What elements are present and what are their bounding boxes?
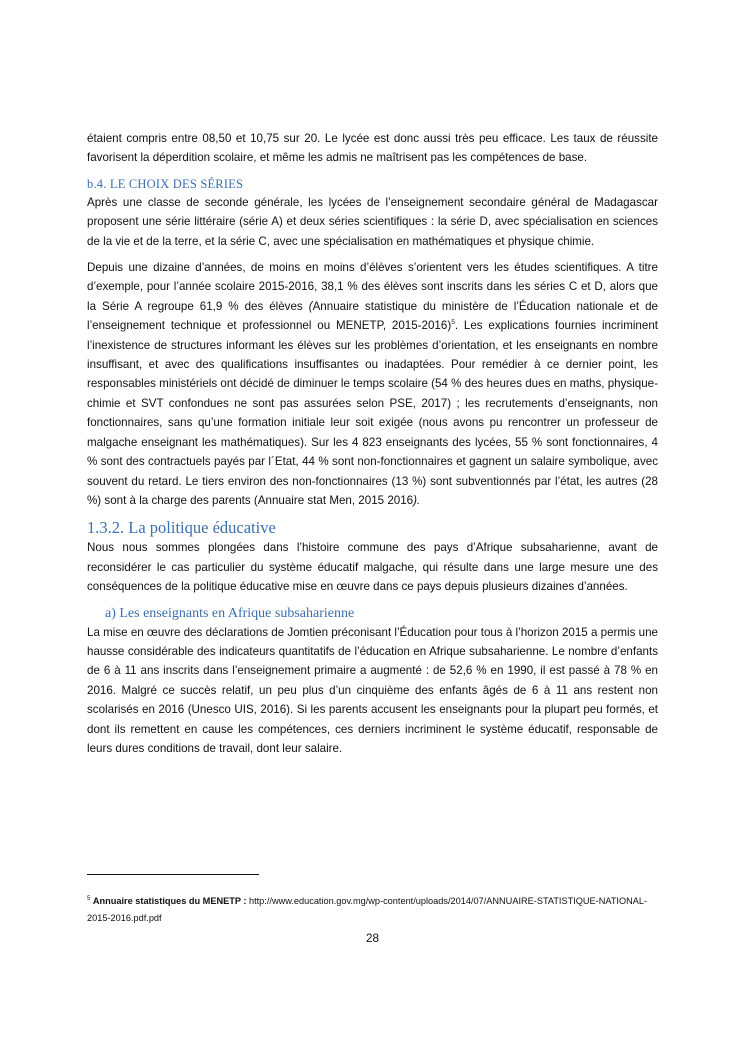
paragraph-politique: Nous nous sommes plongées dans l’histoire commune des pays d’Afrique subsaharienne, avant de reconsidérer le cas particulier du système éducatif malgache, qui résulte dans une large mesure une des conséquences de la politique éducative mise en œuvre dans ce pays depuis plusieurs dizaines d’années. — [87, 541, 658, 594]
footnote-reference[interactable]: 5 — [451, 319, 455, 327]
subsection-heading-a: a) Les enseignants en Afrique subsaharienne — [105, 605, 355, 621]
paragraph-enseignants: La mise en œuvre des déclarations de Jomtien préconisant l’Éducation pour tous à l’horizon 2015 a permis une hausse considérable des indicateurs quantitatifs de l’éducation en Afrique subsaharienne. Le nombre d’enfants de 6 à 11 ans inscrits dans l’enseignement primaire a augmenté : de 52,6 % en 1990, il est passé à 78 % en 2016. Malgré ce succès relatif, un peu plus d’un cinquième des enfants âgés de 6 à 11 ans restent non scolarisés en 2016 (Unesco UIS, 2016). Si les parents accusent les enseignants pour la plupart peu formés, et dont ils remettent en cause les compétences, ces derniers incriminent le système éducatif, responsable de leurs dures conditions de travail, dont leur salaire. — [87, 625, 658, 755]
orientation-text-1: Depuis une dizaine d’années, de moins en moins d’élèves s’orientent vers les études scientifiques. A titre d’exemple, pour l’année scolaire 2015-2016, 38,1 % des élèves sont inscrits dans les séries C et D, alors que la Série A regroupe 61,9 % des élèves — [87, 261, 658, 313]
orientation-source: Annuaire statistique du ministère de l’Éducation nationale et de l’enseignement technique et professionnel ou MENETP, 2015-2016) — [87, 299, 658, 333]
footnote — [87, 893, 658, 927]
footnote-number: 5 — [87, 895, 91, 902]
paragraph-series: Après une classe de seconde générale, les lycées de l’enseignement secondaire général de Madagascar proposent une série littéraire (série A) et deux séries scientifiques : la série D, avec spécialisation en sciences de la vie et de la terre, et la série C, avec une spécialisation en mathématiques et physique chimie. — [87, 195, 658, 248]
orientation-end: ). — [413, 493, 421, 507]
page-body — [87, 129, 658, 758]
page-number: 28 — [366, 932, 379, 945]
paragraph-orientation — [87, 258, 658, 510]
footnote-label: Annuaire statistiques du MENETP : — [92, 896, 247, 906]
section-heading-b4: b.4. LE CHOIX DES SÉRIES — [87, 176, 244, 191]
footnote-url[interactable]: http://www.education.gov.mg/wp-content/uploads/2014/07/ANNUAIRE-STATISTIQUE-NATIONAL-2015-2016.pdf.pdf — [87, 896, 648, 923]
footnote-divider — [87, 874, 259, 875]
paragraph-intro: étaient compris entre 08,50 et 10,75 sur 20. Le lycée est donc aussi très peu efficace. Les taux de réussite favorisent la déperdition scolaire, et même les admis ne maîtrisent pas les compétences de base. — [87, 132, 658, 165]
orientation-paren: ( — [308, 299, 313, 313]
section-heading-132: 1.3.2. La politique éducative — [87, 518, 276, 538]
orientation-text-2: . Les explications fournies incriminent l’inexistence de structures informant les élèves sur les problèmes d’orientation, et les enseignants en nombre insuffisant, et avec des qualifications insuffisantes ou inadaptées. Pour remédier à ce dernier point, les responsables ministériels ont décidé de diminuer le temps scolaire (54 % des heures dues en maths, physique-chimie et SVT confondues ne sont pas assurées selon PSE, 2017) ; les recrutements d’enseignants, non fonctionnaires, sans qu’une formation initiale leur soit exigée (nous avons pu rencontrer un professeur de malgache enseignant les mathématiques). Sur les 4 823 enseignants des lycées, 55 % sont fonctionnaires, 4 % sont des contractuels payés par l´Etat, 44 % sont non-fonctionnaires et gagnent un salaire symbolique, avec souvent du retard. Le tiers environ des non-fonctionnaires (13 %) sont subventionnés par l’état, les autres (28 %) sont à la charge des parents (Annuaire stat Men, 2015 2016 — [87, 319, 658, 507]
